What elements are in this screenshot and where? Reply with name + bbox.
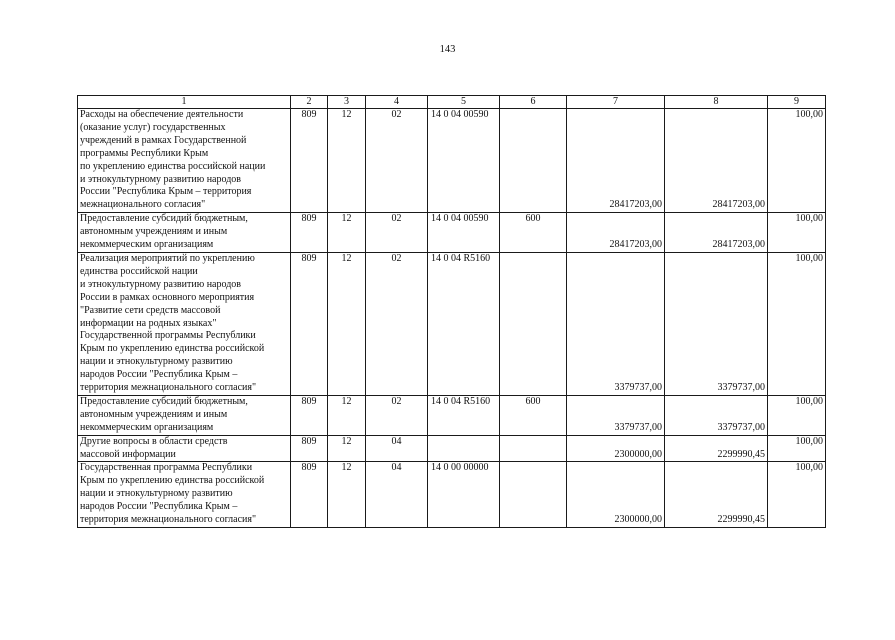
planned-amount-cell: 2300000,00 bbox=[567, 462, 665, 528]
name-line: по укреплению единства российской нации bbox=[80, 160, 266, 172]
executed-amount-cell: 2299990,45 bbox=[665, 435, 768, 462]
planned-amount-cell: 3379737,00 bbox=[567, 395, 665, 435]
expense-name-cell bbox=[78, 435, 291, 462]
column-header: 8 bbox=[665, 96, 768, 109]
expense-name-cell bbox=[78, 213, 291, 253]
name-line: Крым по укреплению единства российской bbox=[80, 343, 265, 355]
execution-percent-cell: 100,00 bbox=[768, 109, 826, 213]
name-line: (оказание услуг) государственных bbox=[80, 121, 226, 133]
execution-percent-cell: 100,00 bbox=[768, 395, 826, 435]
name-line: автономным учреждениям и иным bbox=[80, 226, 228, 238]
name-line: межнационального согласия" bbox=[80, 199, 206, 211]
header-row bbox=[78, 96, 826, 109]
name-line: Крым по укреплению единства российской bbox=[80, 475, 265, 487]
name-line: некоммерческим организациям bbox=[80, 421, 214, 433]
planned-amount-cell: 28417203,00 bbox=[567, 213, 665, 253]
expense-type-cell bbox=[500, 462, 567, 528]
target-article-cell: 14 0 04 00590 bbox=[428, 213, 500, 253]
ministry-code-cell: 809 bbox=[291, 462, 328, 528]
expense-type-cell: 600 bbox=[500, 213, 567, 253]
expense-name-cell bbox=[78, 252, 291, 395]
executed-amount-cell: 28417203,00 bbox=[665, 213, 768, 253]
ministry-code-cell: 809 bbox=[291, 213, 328, 253]
ministry-code-cell: 809 bbox=[291, 395, 328, 435]
name-line: Государственной программы Республики bbox=[80, 330, 256, 342]
name-line: России в рамках основного мероприятия bbox=[80, 291, 255, 303]
name-line: нации и этнокультурному развитию bbox=[80, 488, 233, 500]
budget-table bbox=[77, 95, 826, 528]
subsection-code-cell: 02 bbox=[366, 109, 428, 213]
executed-amount-cell: 3379737,00 bbox=[665, 395, 768, 435]
execution-percent-cell: 100,00 bbox=[768, 213, 826, 253]
name-line: программы Республики Крым bbox=[80, 147, 209, 159]
subsection-code-cell: 02 bbox=[366, 252, 428, 395]
ministry-code-cell: 809 bbox=[291, 109, 328, 213]
column-header: 3 bbox=[328, 96, 366, 109]
table-row bbox=[78, 252, 826, 395]
name-line: Реализация мероприятий по укреплению bbox=[80, 252, 255, 264]
execution-percent-cell: 100,00 bbox=[768, 435, 826, 462]
planned-amount-cell: 3379737,00 bbox=[567, 252, 665, 395]
section-code-cell: 12 bbox=[328, 213, 366, 253]
expense-type-cell bbox=[500, 435, 567, 462]
name-line: территория межнационального согласия" bbox=[80, 382, 257, 394]
expense-name-cell bbox=[78, 395, 291, 435]
name-line: некоммерческим организациям bbox=[80, 239, 214, 251]
execution-percent-cell: 100,00 bbox=[768, 462, 826, 528]
table-row bbox=[78, 395, 826, 435]
name-line: автономным учреждениям и иным bbox=[80, 408, 228, 420]
column-header: 6 bbox=[500, 96, 567, 109]
target-article-cell: 14 0 04 00590 bbox=[428, 109, 500, 213]
section-code-cell: 12 bbox=[328, 395, 366, 435]
name-line: Расходы на обеспечение деятельности bbox=[80, 109, 244, 120]
section-code-cell: 12 bbox=[328, 109, 366, 213]
expense-type-cell: 600 bbox=[500, 395, 567, 435]
section-code-cell: 12 bbox=[328, 435, 366, 462]
target-article-cell bbox=[428, 435, 500, 462]
name-line: и этнокультурному развитию народов bbox=[80, 278, 242, 290]
name-line: информации на родных языках" bbox=[80, 317, 217, 329]
name-line: территория межнационального согласия" bbox=[80, 514, 257, 526]
name-line: массовой информации bbox=[80, 448, 176, 460]
column-header: 2 bbox=[291, 96, 328, 109]
subsection-code-cell: 04 bbox=[366, 435, 428, 462]
name-line: и этнокультурному развитию народов bbox=[80, 173, 242, 185]
name-line: России "Республика Крым – территория bbox=[80, 186, 252, 198]
executed-amount-cell: 3379737,00 bbox=[665, 252, 768, 395]
name-line: Другие вопросы в области средств bbox=[80, 435, 228, 447]
planned-amount-cell: 28417203,00 bbox=[567, 109, 665, 213]
table-row bbox=[78, 109, 826, 213]
name-line: народов России "Республика Крым – bbox=[80, 369, 238, 381]
name-line: "Развитие сети средств массовой bbox=[80, 304, 221, 316]
column-header: 7 bbox=[567, 96, 665, 109]
expense-name-cell bbox=[78, 462, 291, 528]
section-code-cell: 12 bbox=[328, 252, 366, 395]
expense-type-cell bbox=[500, 252, 567, 395]
name-line: учреждений в рамках Государственной bbox=[80, 134, 247, 146]
section-code-cell: 12 bbox=[328, 462, 366, 528]
column-header: 4 bbox=[366, 96, 428, 109]
planned-amount-cell: 2300000,00 bbox=[567, 435, 665, 462]
column-header: 9 bbox=[768, 96, 826, 109]
table-row bbox=[78, 213, 826, 253]
table-row bbox=[78, 462, 826, 528]
execution-percent-cell: 100,00 bbox=[768, 252, 826, 395]
page-number: 143 bbox=[439, 44, 456, 55]
name-line: Предоставление субсидий бюджетным, bbox=[80, 213, 248, 225]
executed-amount-cell: 2299990,45 bbox=[665, 462, 768, 528]
subsection-code-cell: 04 bbox=[366, 462, 428, 528]
executed-amount-cell: 28417203,00 bbox=[665, 109, 768, 213]
ministry-code-cell: 809 bbox=[291, 435, 328, 462]
name-line: народов России "Республика Крым – bbox=[80, 501, 238, 513]
ministry-code-cell: 809 bbox=[291, 252, 328, 395]
target-article-cell: 14 0 04 R5160 bbox=[428, 395, 500, 435]
name-line: единства российской нации bbox=[80, 265, 198, 277]
name-line: Государственная программа Республики bbox=[80, 462, 253, 474]
expense-name-cell bbox=[78, 109, 291, 213]
target-article-cell: 14 0 00 00000 bbox=[428, 462, 500, 528]
target-article-cell: 14 0 04 R5160 bbox=[428, 252, 500, 395]
column-header: 1 bbox=[78, 96, 291, 109]
name-line: нации и этнокультурному развитию bbox=[80, 356, 233, 368]
subsection-code-cell: 02 bbox=[366, 213, 428, 253]
name-line: Предоставление субсидий бюджетным, bbox=[80, 395, 248, 407]
table-row bbox=[78, 435, 826, 462]
expense-type-cell bbox=[500, 109, 567, 213]
column-header: 5 bbox=[428, 96, 500, 109]
subsection-code-cell: 02 bbox=[366, 395, 428, 435]
